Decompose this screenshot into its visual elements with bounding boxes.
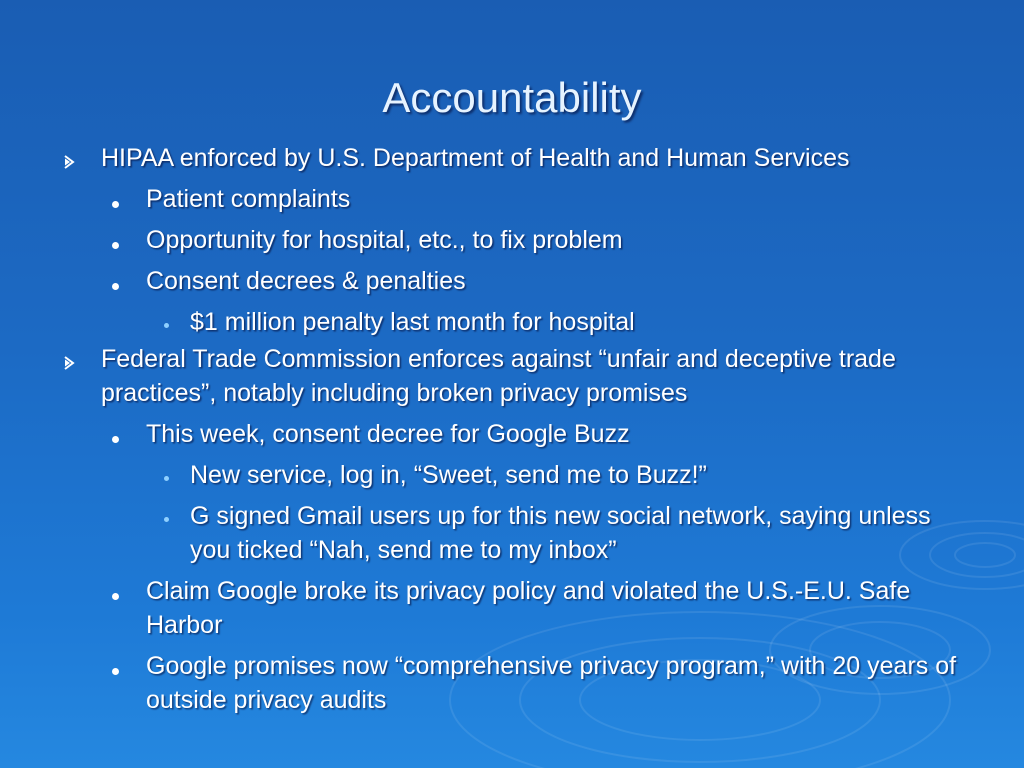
sub-bullet-item bbox=[0, 649, 1024, 717]
sub-bullet-item bbox=[0, 574, 1024, 642]
bullet-text: Claim Google broke its privacy policy and violated the U.S.-E.U. Safe Harbor bbox=[146, 577, 911, 639]
dot-bullet-icon bbox=[112, 272, 119, 290]
sub-sub-bullet-item bbox=[0, 458, 1024, 492]
sub-bullet-item bbox=[0, 182, 1024, 216]
dot-bullet-icon bbox=[112, 425, 119, 443]
dot-bullet-icon bbox=[112, 582, 119, 600]
bullet-text: HIPAA enforced by U.S. Department of Health and Human Services bbox=[101, 144, 850, 172]
bullet-text: Consent decrees & penalties bbox=[146, 267, 466, 295]
bullet-text: Patient complaints bbox=[146, 185, 351, 213]
bullet-text: This week, consent decree for Google Buzz bbox=[146, 420, 630, 448]
sub-bullet-item bbox=[0, 223, 1024, 257]
arrow-bullet-icon bbox=[62, 346, 76, 370]
bullet-text: $1 million penalty last month for hospital bbox=[190, 308, 635, 336]
bullet-text: New service, log in, “Sweet, send me to Buzz!” bbox=[190, 461, 707, 489]
bullet-text: G signed Gmail users up for this new social network, saying unless you ticked “Nah, send me to my inbox” bbox=[190, 502, 931, 564]
dot-bullet-icon bbox=[112, 231, 119, 249]
bullet-list bbox=[0, 141, 1024, 717]
sub-bullet-item bbox=[0, 264, 1024, 298]
sub-sub-bullet-item bbox=[0, 499, 1024, 567]
sub-sub-bullet-item bbox=[0, 305, 1024, 339]
sub-bullet-item bbox=[0, 417, 1024, 451]
slide-title: Accountability bbox=[382, 74, 642, 121]
small-dot-bullet-icon bbox=[164, 506, 169, 522]
dot-bullet-icon bbox=[112, 190, 119, 208]
dot-bullet-icon bbox=[112, 657, 119, 675]
bullet-text: Opportunity for hospital, etc., to fix problem bbox=[146, 226, 623, 254]
small-dot-bullet-icon bbox=[164, 312, 169, 328]
bullet-item bbox=[0, 141, 1024, 175]
arrow-bullet-icon bbox=[62, 145, 76, 169]
bullet-text: Google promises now “comprehensive privacy program,” with 20 years of outside privacy audits bbox=[146, 652, 957, 714]
small-dot-bullet-icon bbox=[164, 465, 169, 481]
bullet-text: Federal Trade Commission enforces against “unfair and deceptive trade practices”, notably including broken privacy promises bbox=[101, 345, 896, 407]
bullet-item bbox=[0, 342, 1024, 410]
